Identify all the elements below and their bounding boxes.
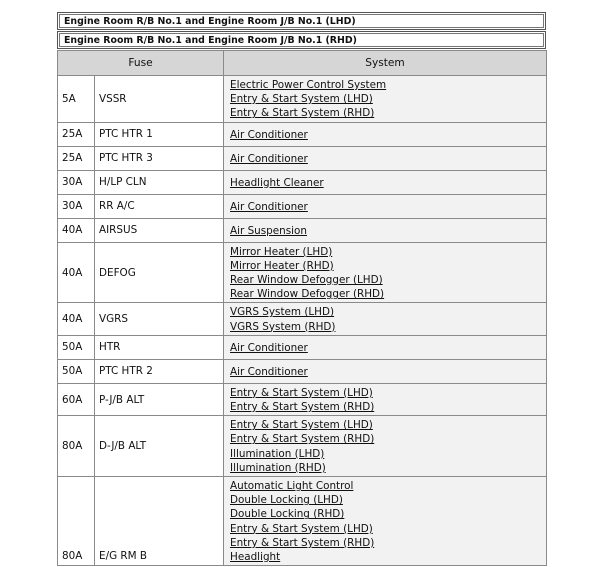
fuse-amperage: 50A	[58, 359, 95, 383]
fuse-name: DEFOG	[95, 242, 224, 303]
system-cell	[224, 218, 547, 242]
fuse-name: PTC HTR 3	[95, 146, 224, 170]
system-link[interactable]: Entry & Start System (LHD)	[230, 522, 373, 535]
table-title: Engine Room R/B No.1 and Engine Room J/B No.1 (LHD)	[59, 14, 544, 28]
system-link[interactable]: Air Suspension	[230, 224, 307, 237]
fuse-name: RR A/C	[95, 194, 224, 218]
fuse-amperage: 40A	[58, 218, 95, 242]
system-cell	[224, 146, 547, 170]
table-row	[58, 194, 547, 218]
system-link[interactable]: Mirror Heater (RHD)	[230, 259, 334, 272]
system-link[interactable]: Illumination (LHD)	[230, 447, 325, 460]
system-link[interactable]: Double Locking (LHD)	[230, 494, 343, 507]
system-cell	[224, 170, 547, 194]
table-row	[58, 416, 547, 477]
system-cell	[224, 122, 547, 146]
system-cell	[224, 335, 547, 359]
fuse-amperage: 50A	[58, 335, 95, 359]
system-header: System	[224, 51, 547, 76]
system-link[interactable]: VGRS System (LHD)	[230, 306, 335, 319]
system-link[interactable]: Headlight	[230, 551, 281, 564]
table-row	[58, 383, 547, 415]
system-link[interactable]: VGRS System (RHD)	[230, 320, 336, 333]
system-cell	[224, 194, 547, 218]
fuse-name: E/G RM B	[95, 477, 224, 566]
fuse-name: PTC HTR 1	[95, 122, 224, 146]
table-row	[58, 359, 547, 383]
fuse-amperage: 40A	[58, 303, 95, 335]
system-link[interactable]: Mirror Heater (LHD)	[230, 245, 333, 258]
system-link[interactable]: Entry & Start System (RHD)	[230, 433, 375, 446]
system-cell	[224, 303, 547, 335]
table-row	[58, 122, 547, 146]
fuse-table-body	[58, 76, 547, 566]
system-link[interactable]: Entry & Start System (LHD)	[230, 419, 373, 432]
table-row	[58, 170, 547, 194]
fuse-amperage: 25A	[58, 146, 95, 170]
system-cell	[224, 242, 547, 303]
table-row	[58, 303, 547, 335]
system-link[interactable]: Air Conditioner	[230, 152, 308, 165]
fuse-amperage: 80A	[58, 416, 95, 477]
fuse-amperage: 80A	[58, 477, 95, 566]
fuse-name: PTC HTR 2	[95, 359, 224, 383]
fuse-name: HTR	[95, 335, 224, 359]
system-link[interactable]: Rear Window Defogger (LHD)	[230, 274, 383, 287]
system-link[interactable]: Headlight Cleaner	[230, 176, 324, 189]
table-row	[58, 146, 547, 170]
fuse-name: P-J/B ALT	[95, 383, 224, 415]
system-link[interactable]: Air Conditioner	[230, 128, 308, 141]
fuse-header: Fuse	[58, 51, 224, 76]
fuse-amperage: 25A	[58, 122, 95, 146]
table-row	[58, 76, 547, 123]
fuse-name: VGRS	[95, 303, 224, 335]
system-link[interactable]: Rear Window Defogger (RHD)	[230, 288, 385, 301]
system-link[interactable]: Entry & Start System (LHD)	[230, 386, 373, 399]
table-row	[58, 477, 547, 566]
fuse-table	[57, 50, 547, 566]
title-bar-rhd	[57, 31, 546, 49]
title-bar-lhd	[57, 12, 546, 30]
system-link[interactable]: Illumination (RHD)	[230, 461, 326, 474]
system-cell	[224, 383, 547, 415]
fuse-name: H/LP CLN	[95, 170, 224, 194]
system-link[interactable]: Automatic Light Control	[230, 480, 354, 493]
system-link[interactable]: Air Conditioner	[230, 341, 308, 354]
fuse-name: AIRSUS	[95, 218, 224, 242]
system-link[interactable]: Entry & Start System (RHD)	[230, 107, 375, 120]
system-link[interactable]: Entry & Start System (RHD)	[230, 536, 375, 549]
system-cell	[224, 477, 547, 566]
fuse-amperage: 60A	[58, 383, 95, 415]
system-link[interactable]: Double Locking (RHD)	[230, 508, 345, 521]
fuse-amperage: 40A	[58, 242, 95, 303]
table-row	[58, 242, 547, 303]
system-link[interactable]: Air Conditioner	[230, 200, 308, 213]
system-link[interactable]: Entry & Start System (RHD)	[230, 401, 375, 414]
table-row	[58, 335, 547, 359]
fuse-amperage: 30A	[58, 170, 95, 194]
system-cell	[224, 359, 547, 383]
system-link[interactable]: Entry & Start System (LHD)	[230, 93, 373, 106]
table-row	[58, 218, 547, 242]
system-cell	[224, 76, 547, 123]
table-title: Engine Room R/B No.1 and Engine Room J/B No.1 (RHD)	[59, 33, 544, 47]
system-link[interactable]: Electric Power Control System	[230, 79, 387, 91]
system-link[interactable]: Air Conditioner	[230, 365, 308, 378]
fuse-name: D-J/B ALT	[95, 416, 224, 477]
system-cell	[224, 416, 547, 477]
fuse-amperage: 30A	[58, 194, 95, 218]
fuse-document	[57, 12, 546, 566]
fuse-name: VSSR	[95, 76, 224, 123]
fuse-amperage: 5A	[58, 76, 95, 123]
